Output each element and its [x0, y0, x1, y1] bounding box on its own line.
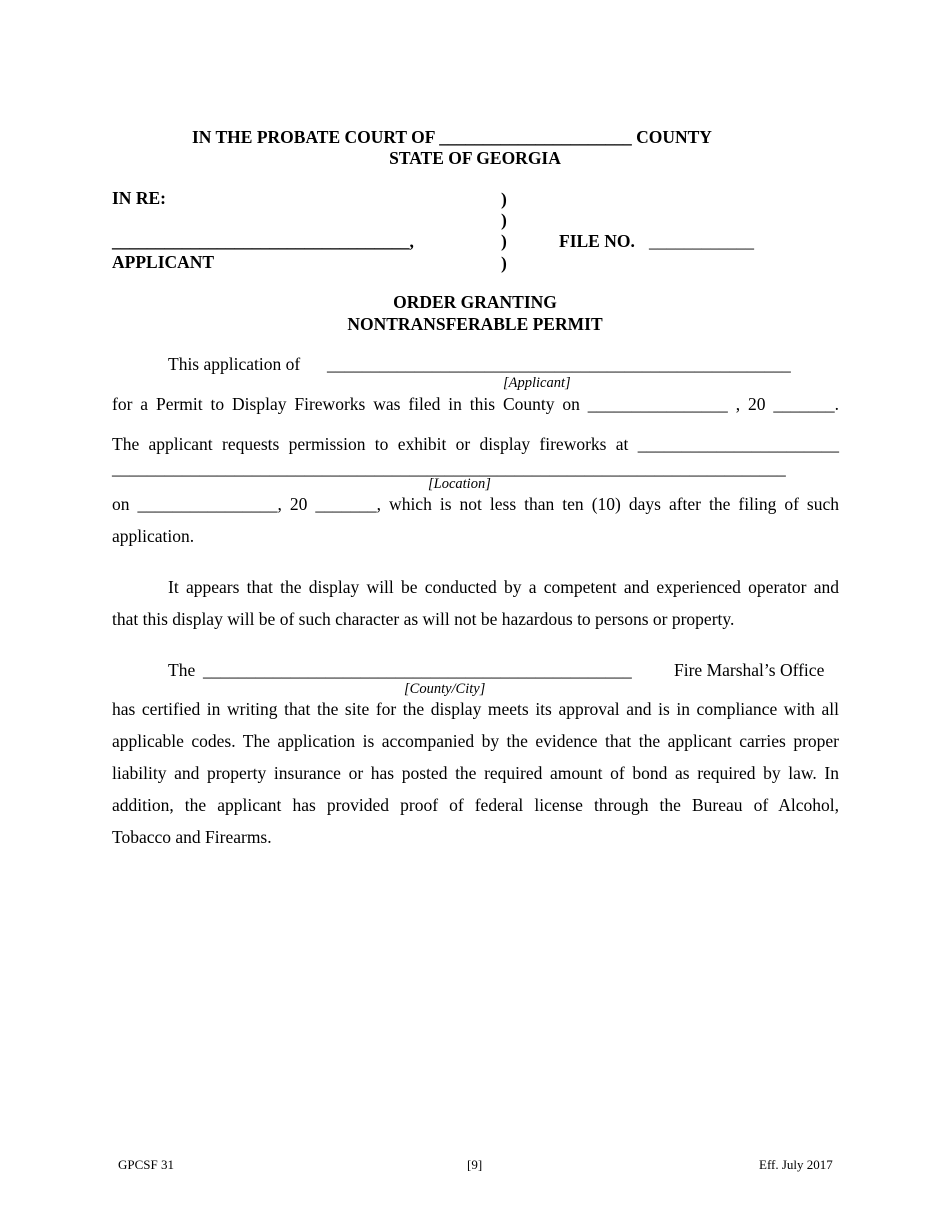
caption-paren-3: )	[501, 231, 507, 251]
state-line: STATE OF GEORGIA	[389, 148, 561, 168]
in-re-label: IN RE:	[112, 188, 166, 208]
applicant-blank[interactable]: _____________________________________________________	[327, 354, 791, 374]
court-heading	[192, 127, 712, 148]
county-city-blank[interactable]: _________________________________________________	[203, 660, 632, 680]
applicant-label: APPLICANT	[112, 252, 215, 272]
file-no-blank[interactable]: ____________	[649, 231, 754, 251]
caption-paren-4: )	[501, 253, 507, 273]
page-number: [9]	[467, 1157, 483, 1172]
p4-intro: The	[168, 660, 196, 680]
form-id: GPCSF 31	[118, 1157, 174, 1172]
p4-line2: has certified in writing that the site for the display meets its approval and is in compliance with all	[112, 699, 839, 719]
location-line-1: The applicant requests permission to exhibit or display fireworks at _______________________	[112, 434, 839, 454]
p3-line2: that this display will be of such character as will not be hazardous to persons or property.	[112, 609, 735, 629]
county-city-caption: [County/City]	[404, 681, 486, 697]
application-word: application.	[112, 526, 195, 546]
applicant-caption: [Applicant]	[503, 375, 571, 391]
court-line-suffix: COUNTY	[636, 127, 712, 147]
p4-line3: applicable codes. The application is accompanied by the evidence that the applicant carries proper	[112, 731, 839, 751]
order-title-line1: ORDER GRANTING	[393, 292, 557, 312]
p3-line1: It appears that the display will be conducted by a competent and experienced operator and	[168, 577, 839, 597]
court-line-prefix: IN THE PROBATE COURT OF	[192, 127, 435, 147]
order-title-line2: NONTRANSFERABLE PERMIT	[347, 314, 603, 334]
display-date-line: on ________________, 20 _______, which is not less than ten (10) days after the filing of such	[112, 494, 839, 514]
location-caption: [Location]	[428, 476, 491, 492]
location-line-2[interactable]: _____________________________________________________________________________	[112, 458, 786, 478]
caption-paren-1: )	[501, 189, 507, 209]
fire-marshal-label: Fire Marshal’s Office	[674, 660, 825, 680]
p4-line6: Tobacco and Firearms.	[112, 827, 272, 847]
file-no-label: FILE NO.	[559, 231, 635, 251]
caption-paren-2: )	[501, 210, 507, 230]
p1-intro: This application of	[168, 354, 301, 374]
county-name-blank[interactable]: ______________________	[439, 127, 632, 147]
filing-date-line: for a Permit to Display Fireworks was filed in this County on ________________ , 20 _______.	[112, 394, 839, 414]
effective-date: Eff. July 2017	[759, 1157, 833, 1172]
p4-line4: liability and property insurance or has posted the required amount of bond as required by law. In	[112, 763, 839, 783]
applicant-name-blank[interactable]: __________________________________,	[112, 231, 414, 251]
p4-line5: addition, the applicant has provided proof of federal license through the Bureau of Alcohol,	[112, 795, 839, 815]
